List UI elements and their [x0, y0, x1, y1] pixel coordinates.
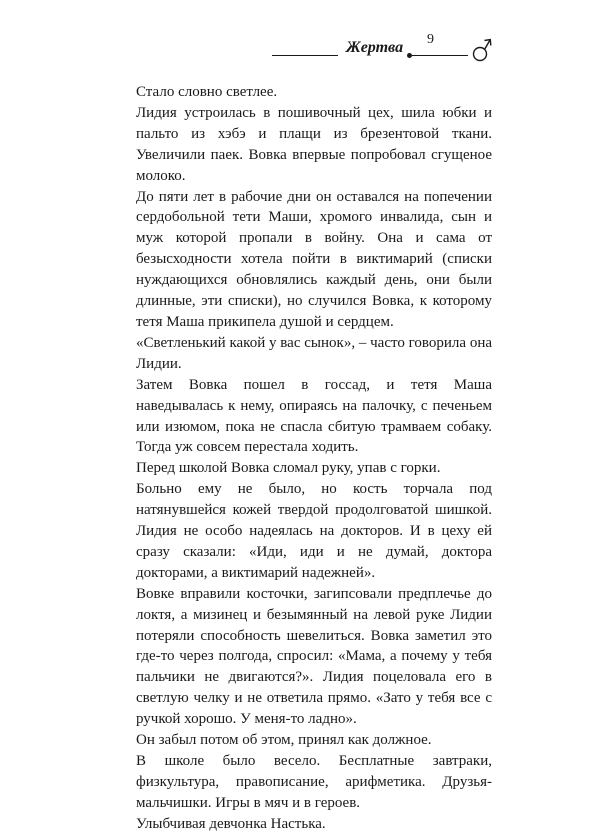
- header-rule-left: [272, 55, 338, 56]
- paragraph: Улыбчивая девчонка Настька.: [136, 815, 326, 832]
- paragraph: Перед школой Вовка сломал руку, упав с горки.: [136, 460, 441, 477]
- paragraph: Затем Вовка пошел в госсад, и тетя Маша наведывалась к нему, опираясь на палочку, с печеньем или изюмом, пока не спасла сбитую трамваем собаку. Тогда уж совсем перестала ходить.: [136, 376, 492, 456]
- header-title: Жертва: [346, 39, 404, 56]
- paragraph: Вовке вправили косточки, загипсовали предплечье до локтя, а мизинец и безымянный на левой руке Лидии потеряли способность шевелиться. Вовка заметил это где-то через полгода, спросил: «Мама, а почему у тебя пальчики не двигаются?». Лидия поцеловала его в светлую челку и не ответила прямо. «Зато у тебя все с ручкой хорошо. У меня-то ладно».: [136, 585, 492, 728]
- paragraph: Стало словно светлее.: [136, 84, 278, 100]
- paragraph: Лидия устроилась в пошивочный цех, шила юбки и пальто из хэбэ и плащи из брезентовой ткани. Увеличили паек. Вовка впервые попробовал сгущеное молоко.: [136, 104, 492, 184]
- paragraph: До пяти лет в рабочие дни он оставался на попечении сердобольной тети Маши, хромого инвалида, сын и муж которой пропали в войну. Она и сама от безысходности хотела пойти в виктимарий (списки нуждающихся обновлялись каждый день, они были длинные, эти списки), но случился Вовка, к которому тетя Маша прикипела душой и сердцем.: [136, 188, 492, 330]
- male-symbol-icon: [470, 34, 496, 64]
- header-rule-right: [412, 55, 468, 56]
- paragraph: Больно ему не было, но кость торчала под натянувшейся кожей твердой продолговатой шишкой. Лидия не особо надеялась на докторов. И в цеху ей сразу сказали: «Иди, иди и не думай, доктора докторами, а виктимарий надежней».: [136, 481, 492, 581]
- running-header: [272, 32, 502, 68]
- paragraph: Он забыл потом об этом, принял как должное.: [136, 732, 432, 749]
- page-number: 9: [427, 32, 434, 47]
- paragraph: В школе было весело. Бесплатные завтраки, физкультура, правописание, арифметика. Друзья-мальчишки. Игры в мяч и в героев.: [136, 753, 492, 811]
- body-text: [136, 82, 492, 835]
- paragraph: «Светленький какой у вас сынок», – часто говорила она Лидии.: [136, 334, 492, 372]
